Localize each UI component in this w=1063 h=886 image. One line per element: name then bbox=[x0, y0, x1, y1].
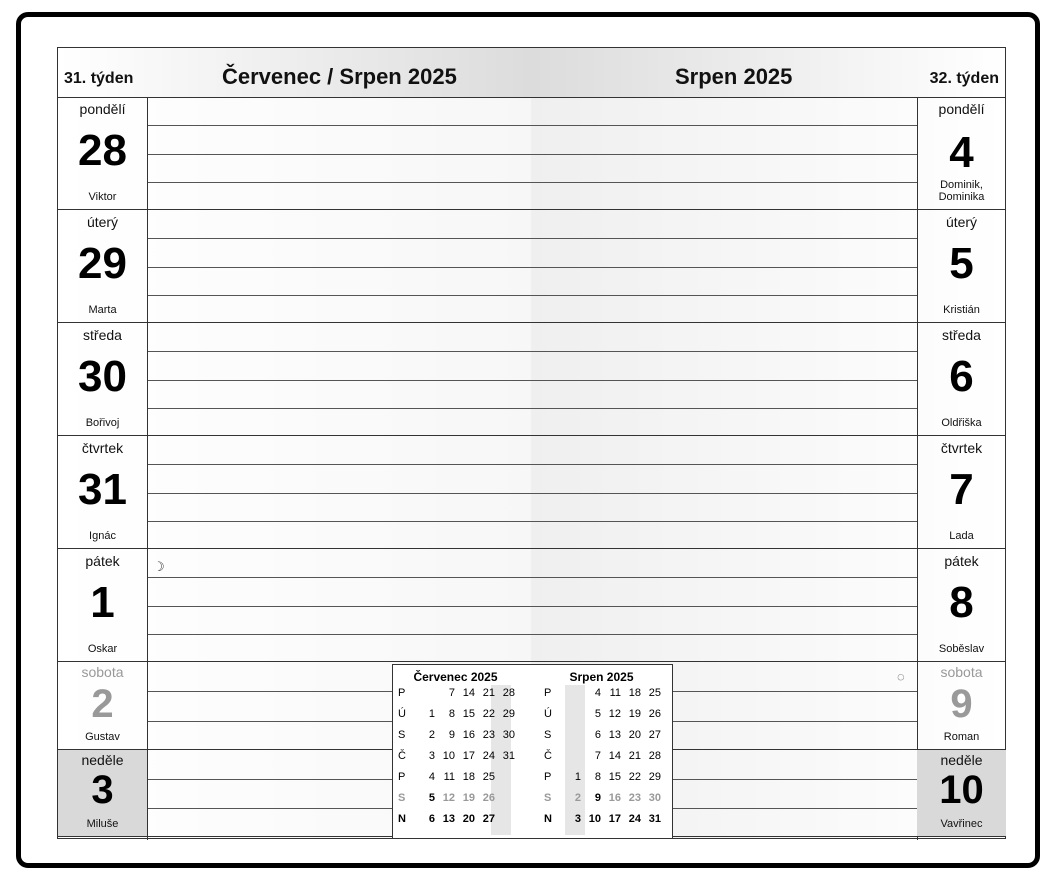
day-cell-left-4 bbox=[58, 549, 147, 662]
mini-calendar-day: 14 bbox=[608, 750, 621, 762]
weekday-label: P bbox=[398, 771, 406, 783]
writing-line bbox=[148, 464, 917, 465]
writing-line bbox=[148, 380, 917, 381]
mini-calendar-day: 28 bbox=[502, 687, 515, 699]
writing-line bbox=[148, 295, 917, 296]
weekday-label: Ú bbox=[398, 708, 406, 720]
day-cell-left-6 bbox=[58, 750, 147, 837]
writing-line bbox=[148, 721, 392, 722]
mini-calendar-day: 31 bbox=[502, 750, 515, 762]
day-separator bbox=[147, 209, 917, 210]
day-separator bbox=[147, 548, 917, 549]
weekday-label: P bbox=[544, 687, 552, 699]
day-cell-left-1 bbox=[58, 210, 147, 323]
mini-calendar-row bbox=[393, 791, 518, 811]
day-number: 28 bbox=[78, 126, 127, 175]
writing-line bbox=[148, 808, 392, 809]
mini-calendar-row bbox=[393, 686, 518, 706]
mini-calendar-day: 22 bbox=[628, 771, 641, 783]
mini-calendar-row bbox=[539, 728, 664, 748]
mini-calendar-day: 4 bbox=[428, 771, 435, 783]
mini-calendar-0 bbox=[393, 665, 518, 838]
writing-line bbox=[148, 493, 917, 494]
weekday-label: P bbox=[398, 687, 406, 699]
day-cell-right-2 bbox=[917, 323, 1006, 436]
day-number: 31 bbox=[78, 465, 127, 514]
mini-calendar-day: 23 bbox=[482, 729, 495, 741]
full-moon-icon: ◌ bbox=[897, 669, 905, 684]
day-separator bbox=[147, 435, 917, 436]
day-cell-right-4 bbox=[917, 549, 1006, 662]
mini-calendar-row bbox=[393, 749, 518, 769]
mini-calendar-day: 17 bbox=[608, 813, 621, 825]
mini-calendar-day: 24 bbox=[482, 750, 495, 762]
month-title-right: Srpen 2025 bbox=[675, 64, 793, 89]
day-name: neděle bbox=[940, 752, 983, 768]
writing-line bbox=[148, 182, 917, 183]
day-cell-left-0 bbox=[58, 97, 147, 210]
week-number-right: 32. týden bbox=[929, 70, 999, 87]
mini-calendar-day: 20 bbox=[628, 729, 641, 741]
day-number: 10 bbox=[939, 768, 984, 812]
mini-calendar-day: 25 bbox=[482, 771, 495, 783]
mini-calendar-day: 27 bbox=[648, 729, 661, 741]
mini-calendar-day: 30 bbox=[502, 729, 515, 741]
mini-calendar-row bbox=[539, 791, 664, 811]
mini-calendar-day: 13 bbox=[608, 729, 621, 741]
writing-line bbox=[148, 267, 917, 268]
mini-calendar-day: 16 bbox=[462, 729, 475, 741]
mini-calendar-row bbox=[393, 812, 518, 832]
day-number: 8 bbox=[949, 578, 974, 627]
nameday: Gustav bbox=[85, 731, 120, 743]
day-number: 9 bbox=[950, 682, 973, 726]
weekday-label: Č bbox=[398, 750, 406, 762]
week-number-left: 31. týden bbox=[64, 70, 134, 87]
mini-calendar-day: 18 bbox=[462, 771, 475, 783]
mini-calendar-day: 2 bbox=[428, 729, 435, 741]
writing-line bbox=[148, 408, 917, 409]
day-number: 5 bbox=[949, 239, 974, 288]
weekday-label: S bbox=[544, 792, 552, 804]
mini-calendar-day: 11 bbox=[609, 687, 621, 699]
day-number: 4 bbox=[949, 128, 974, 177]
mini-calendar-day: 9 bbox=[594, 792, 601, 804]
nameday: Roman bbox=[943, 731, 980, 743]
day-separator bbox=[147, 322, 917, 323]
mini-calendar-day: 29 bbox=[648, 771, 661, 783]
writing-line bbox=[148, 779, 392, 780]
day-number: 7 bbox=[949, 465, 974, 514]
nameday: Viktor bbox=[88, 191, 117, 203]
day-name: úterý bbox=[945, 214, 978, 230]
mini-calendar-title: Červenec 2025 bbox=[413, 670, 498, 684]
mini-calendar-day: 8 bbox=[594, 771, 601, 783]
day-name: sobota bbox=[81, 664, 124, 680]
writing-line bbox=[148, 521, 917, 522]
nameday: Oskar bbox=[87, 643, 118, 655]
mini-calendar-row bbox=[393, 770, 518, 790]
mini-calendar-row bbox=[539, 812, 664, 832]
mini-calendar-day: 30 bbox=[648, 792, 661, 804]
weekday-label: N bbox=[544, 813, 552, 825]
mini-calendar-day: 15 bbox=[462, 708, 475, 720]
mini-calendar-day: 11 bbox=[443, 771, 455, 783]
mini-calendar-row bbox=[539, 770, 664, 790]
mini-calendar-day: 27 bbox=[482, 813, 495, 825]
writing-line bbox=[148, 577, 917, 578]
mini-calendar-day: 4 bbox=[594, 687, 601, 699]
weekday-label: Ú bbox=[544, 708, 552, 720]
nameday: Kristián bbox=[943, 304, 980, 316]
day-name: čtvrtek bbox=[940, 440, 983, 456]
day-name: středa bbox=[83, 327, 122, 343]
mini-calendar-row bbox=[539, 749, 664, 769]
day-number: 2 bbox=[91, 682, 114, 726]
moon-phase-icon: ☽ bbox=[153, 559, 165, 574]
day-number: 29 bbox=[78, 239, 127, 288]
weekday-label: N bbox=[398, 813, 406, 825]
nameday: Dominik, Dominika bbox=[938, 179, 985, 203]
day-name: pondělí bbox=[79, 101, 126, 117]
day-number: 3 bbox=[91, 768, 114, 812]
mini-calendar-day: 6 bbox=[594, 729, 601, 741]
writing-line bbox=[148, 606, 917, 607]
mini-calendar-1 bbox=[539, 665, 664, 838]
mini-calendar-day: 26 bbox=[648, 708, 661, 720]
mini-calendar-day: 21 bbox=[628, 750, 641, 762]
writing-line bbox=[673, 808, 917, 809]
mini-calendar-day: 16 bbox=[608, 792, 621, 804]
day-name: neděle bbox=[81, 752, 124, 768]
mini-calendar-day: 1 bbox=[574, 771, 581, 783]
day-cell-right-5 bbox=[917, 662, 1006, 750]
day-number: 30 bbox=[78, 352, 127, 401]
mini-calendar-day: 10 bbox=[442, 750, 455, 762]
day-name: čtvrtek bbox=[81, 440, 124, 456]
mini-calendar-row bbox=[393, 707, 518, 727]
mini-calendar-day: 14 bbox=[462, 687, 475, 699]
nameday: Marta bbox=[88, 304, 117, 316]
mini-calendar-day: 12 bbox=[442, 792, 455, 804]
mini-calendar-day: 20 bbox=[462, 813, 475, 825]
day-cell-right-6 bbox=[917, 750, 1006, 837]
nameday: Vavřinec bbox=[940, 818, 983, 830]
writing-line bbox=[148, 691, 392, 692]
day-cell-right-1 bbox=[917, 210, 1006, 323]
mini-calendar-day: 2 bbox=[574, 792, 581, 804]
mini-calendar-day: 18 bbox=[628, 687, 641, 699]
nameday: Bořivoj bbox=[85, 417, 120, 429]
nameday: Lada bbox=[949, 530, 974, 542]
writing-line bbox=[148, 238, 917, 239]
weekday-label: P bbox=[544, 771, 552, 783]
mini-calendar-day: 19 bbox=[628, 708, 641, 720]
mini-calendar-day: 6 bbox=[428, 813, 435, 825]
day-name: pondělí bbox=[938, 101, 985, 117]
mini-calendar-day: 15 bbox=[608, 771, 621, 783]
mini-calendar-day: 17 bbox=[462, 750, 475, 762]
nameday: Soběslav bbox=[938, 643, 985, 655]
writing-line bbox=[148, 154, 917, 155]
mini-calendar-day: 5 bbox=[428, 792, 435, 804]
day-cell-left-5 bbox=[58, 662, 147, 750]
nameday: Miluše bbox=[86, 818, 119, 830]
weekday-label: S bbox=[544, 729, 552, 741]
mini-calendar-day: 28 bbox=[648, 750, 661, 762]
mini-calendar-day: 23 bbox=[628, 792, 641, 804]
mini-calendar-day: 10 bbox=[588, 813, 601, 825]
mini-calendar-row bbox=[539, 707, 664, 727]
day-separator bbox=[147, 661, 917, 662]
mini-calendar-day: 19 bbox=[462, 792, 475, 804]
mini-calendar-title: Srpen 2025 bbox=[569, 670, 634, 684]
weekday-label: Č bbox=[544, 750, 552, 762]
day-name: pátek bbox=[85, 553, 120, 569]
mini-calendar-day: 8 bbox=[448, 708, 455, 720]
writing-line bbox=[673, 721, 917, 722]
writing-line bbox=[673, 691, 917, 692]
mini-calendar-row bbox=[539, 686, 664, 706]
writing-line bbox=[148, 351, 917, 352]
day-name: úterý bbox=[86, 214, 119, 230]
mini-calendar-day: 3 bbox=[428, 750, 435, 762]
mini-calendar-day: 7 bbox=[594, 750, 601, 762]
mini-calendars bbox=[392, 664, 673, 839]
mini-calendar-row bbox=[393, 728, 518, 748]
day-name: středa bbox=[942, 327, 981, 343]
writing-line bbox=[673, 779, 917, 780]
weekday-label: S bbox=[398, 729, 406, 741]
mini-calendar-day: 9 bbox=[448, 729, 455, 741]
day-name: sobota bbox=[940, 664, 983, 680]
mini-calendar-day: 7 bbox=[448, 687, 455, 699]
day-number: 6 bbox=[949, 352, 974, 401]
day-cell-right-0 bbox=[917, 97, 1006, 210]
month-title-left: Červenec / Srpen 2025 bbox=[222, 64, 457, 89]
day-cell-left-3 bbox=[58, 436, 147, 549]
day-number: 1 bbox=[90, 578, 115, 627]
nameday: Oldřiška bbox=[941, 417, 982, 429]
mini-calendar-day: 29 bbox=[502, 708, 515, 720]
mini-calendar-day: 13 bbox=[442, 813, 455, 825]
mini-calendar-day: 3 bbox=[574, 813, 581, 825]
mini-calendar-day: 31 bbox=[648, 813, 661, 825]
nameday: Ignác bbox=[89, 530, 116, 542]
writing-line bbox=[148, 634, 917, 635]
mini-calendar-day: 26 bbox=[482, 792, 495, 804]
weekday-label: S bbox=[398, 792, 406, 804]
mini-calendar-day: 1 bbox=[428, 708, 435, 720]
writing-line bbox=[148, 125, 917, 126]
weekly-planner bbox=[57, 47, 1006, 839]
mini-calendar-day: 5 bbox=[594, 708, 601, 720]
mini-calendar-day: 25 bbox=[648, 687, 661, 699]
day-cell-left-2 bbox=[58, 323, 147, 436]
planner-header bbox=[58, 48, 1005, 98]
day-cell-right-3 bbox=[917, 436, 1006, 549]
mini-calendar-day: 24 bbox=[628, 813, 641, 825]
mini-calendar-day: 12 bbox=[608, 708, 621, 720]
mini-calendar-day: 21 bbox=[482, 687, 495, 699]
day-name: pátek bbox=[944, 553, 979, 569]
mini-calendar-day: 22 bbox=[482, 708, 495, 720]
